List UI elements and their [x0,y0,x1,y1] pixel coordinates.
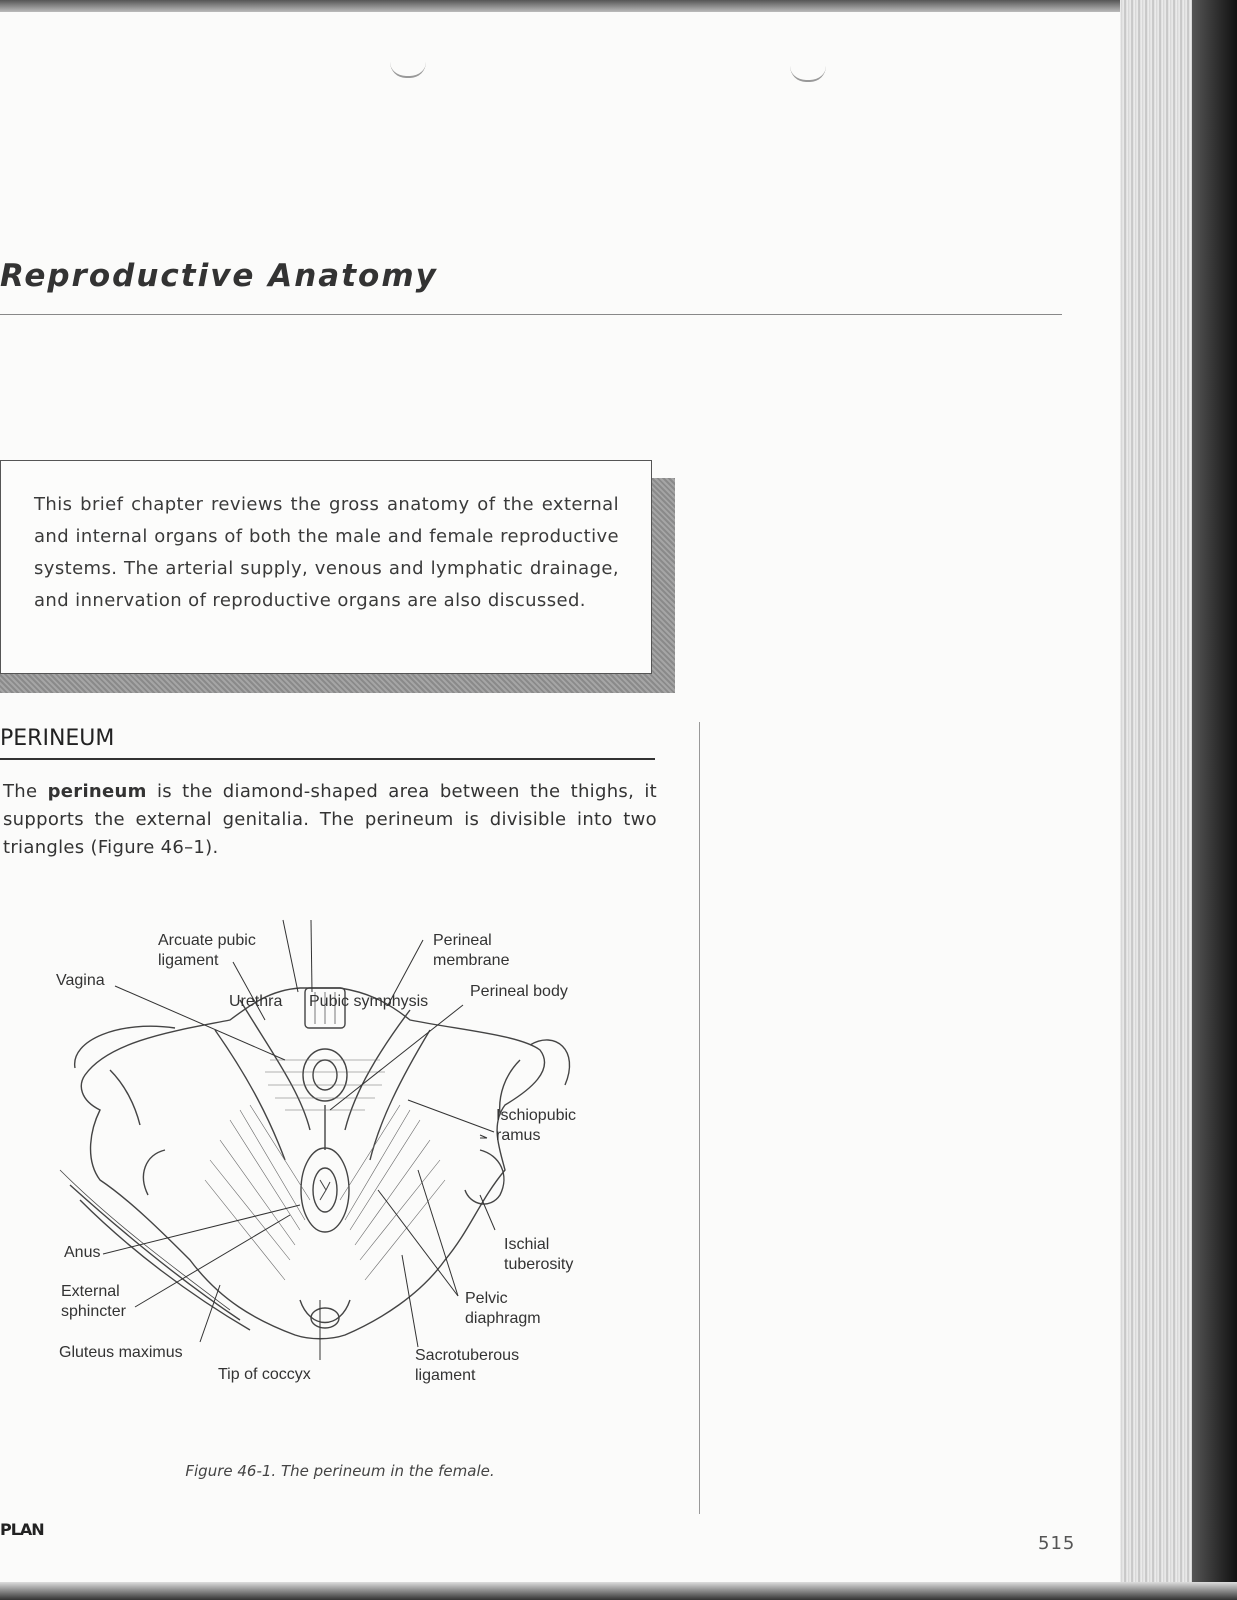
para-rest: is the diamond-shaped area between the thighs, it supports the external genitalia. The perineum is divisible into two triangles (Figure 46–1). [3,781,657,858]
perineum-figure [0,900,680,1440]
label-urethra: Urethra [229,993,283,1010]
label-sacrotuberous-ligament: Sacrotuberous ligament [415,1347,520,1384]
label-perineal-membrane: Perineal membrane [433,932,510,969]
book-binding-shadow [1192,0,1237,1600]
page-number: 515 [1038,1533,1076,1554]
label-pelvic-diaphragm: Pelvic diaphragm [465,1290,541,1327]
binder-hole-left [390,62,426,78]
chapter-title: Reproductive Anatomy [0,258,438,294]
label-vagina: Vagina [56,972,105,989]
label-ischiopubic-ramus: Ischiopubic ramus [496,1107,577,1144]
section-heading: PERINEUM [0,726,115,751]
column-divider [699,722,700,1514]
label-pubic-symphysis: Pubic symphysis [309,993,429,1010]
section-rule [0,758,655,760]
label-external-sphincter: External sphincter [61,1283,126,1320]
label-gluteus-maximus: Gluteus maximus [59,1344,183,1361]
para-lead: The [3,781,48,802]
chapter-summary-text: This brief chapter reviews the gross anatomy of the external and internal organs of both the male and female reproductive systems. The arterial supply, venous and lymphatic drainage, and innervation of reproductive organs are also discussed. [34,494,619,611]
title-rule [0,314,1062,315]
label-arcuate-pubic-ligament: Arcuate pubic ligament [158,932,256,969]
chapter-summary-box [0,460,652,674]
figure-caption: Figure 46-1. The perineum in the female. [185,1462,495,1480]
perineum-paragraph [3,778,657,862]
label-perineal-body: Perineal body [470,983,568,1000]
binder-hole-right [790,66,826,82]
term-perineum: perineum [47,781,147,802]
label-tip-of-coccyx: Tip of coccyx [218,1366,311,1383]
label-ischial-tuberosity: Ischial tuberosity [504,1236,574,1273]
page-top-edge [0,0,1237,12]
label-anus: Anus [64,1244,101,1261]
footer-mark: PLAN [0,1520,44,1539]
page-bottom-edge [0,1582,1237,1600]
